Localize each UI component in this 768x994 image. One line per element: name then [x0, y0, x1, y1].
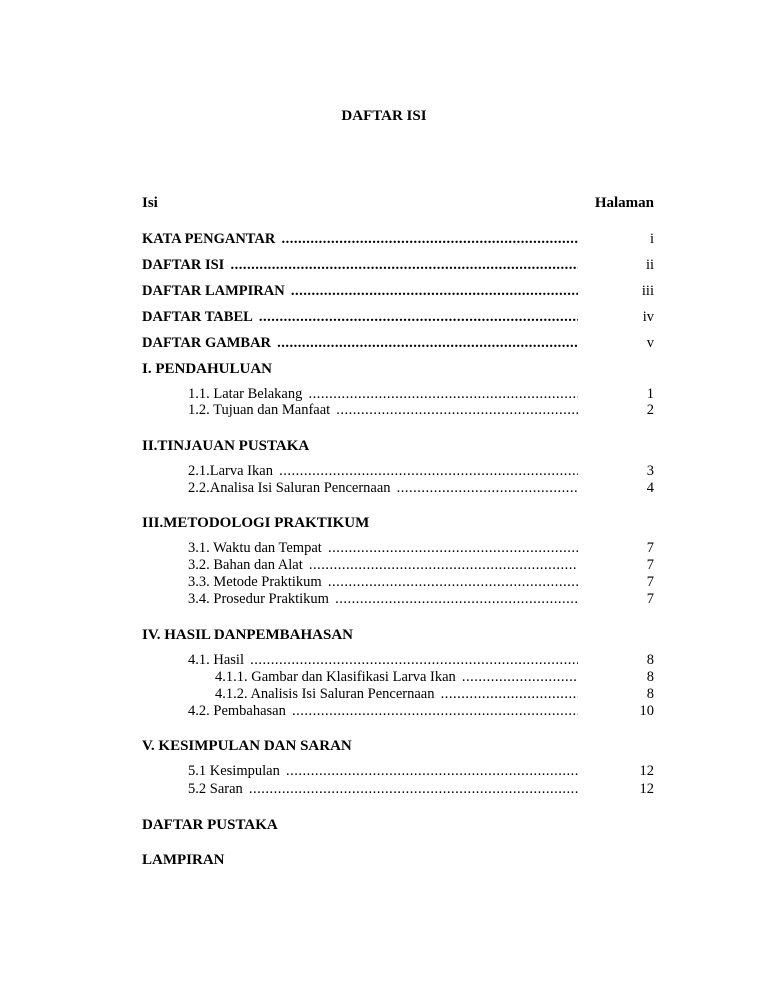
toc-entry-page: 1	[646, 386, 654, 402]
toc-entry	[188, 781, 578, 798]
column-header-page: Halaman	[594, 195, 654, 211]
toc-entry-label: DAFTAR ISI	[142, 257, 225, 273]
toc-entry-page: iv	[642, 309, 654, 325]
toc-entry-label: DAFTAR LAMPIRAN	[142, 283, 285, 299]
toc-entry-page: 7	[646, 557, 654, 573]
toc-entry-label: DAFTAR TABEL	[142, 309, 253, 325]
toc-entry-label: 3.2. Bahan dan Alat	[188, 557, 303, 573]
chapter-heading: II.TINJAUAN PUSTAKA	[142, 438, 310, 454]
toc-entry-label: 5.1 Kesimpulan	[188, 763, 280, 779]
toc-entry-page: 12	[639, 763, 654, 779]
toc-entry	[188, 574, 578, 591]
toc-entry-page: iii	[641, 283, 654, 299]
toc-entry	[188, 703, 578, 720]
toc-entry-label: 4.1.1. Gambar dan Klasifikasi Larva Ikan	[215, 669, 456, 685]
chapter-heading: III.METODOLOGI PRAKTIKUM	[142, 515, 370, 531]
toc-entry-kata-pengantar	[142, 231, 578, 248]
toc-entry	[188, 591, 578, 608]
toc-entry	[188, 557, 578, 574]
toc-entry-label: 3.1. Waktu dan Tempat	[188, 540, 322, 556]
toc-entry-page: 3	[646, 463, 654, 479]
toc-entry-label: 1.2. Tujuan dan Manfaat	[188, 402, 331, 418]
toc-entry	[188, 652, 578, 669]
toc-entry	[188, 763, 578, 780]
toc-entry-page: 7	[646, 591, 654, 607]
toc-entry-page: i	[649, 231, 654, 247]
toc-entry-page: 12	[639, 781, 654, 797]
toc-entry-label: DAFTAR GAMBAR	[142, 335, 272, 351]
toc-entry-page: 8	[646, 669, 654, 685]
toc-entry-page: v	[646, 335, 654, 351]
toc-entry-page: 8	[646, 652, 654, 668]
toc-entry-page: 7	[646, 574, 654, 590]
toc-entry-page: ii	[645, 257, 654, 273]
toc-entry-label: 4.1. Hasil	[188, 652, 244, 668]
toc-entry-daftar-tabel	[142, 309, 578, 326]
toc-entry-page: 7	[646, 540, 654, 556]
toc-entry-daftar-isi	[142, 257, 578, 274]
column-header-contents: Isi	[142, 195, 158, 211]
toc-entry-daftar-gambar	[142, 335, 578, 352]
toc-entry-page: 4	[646, 480, 654, 496]
toc-entry	[215, 686, 578, 703]
toc-entry-label: 4.2. Pembahasan	[188, 703, 286, 719]
toc-entry	[188, 463, 578, 480]
toc-entry-page: 2	[646, 402, 654, 418]
toc-entry-daftar-lampiran	[142, 283, 578, 300]
toc-entry-label: 3.3. Metode Praktikum	[188, 574, 322, 590]
page-title: DAFTAR ISI	[341, 108, 427, 124]
toc-entry	[188, 386, 578, 403]
toc-entry-daftar-pustaka: DAFTAR PUSTAKA	[142, 817, 278, 833]
toc-entry-label: 2.1.Larva Ikan	[188, 463, 273, 479]
toc-entry-lampiran: LAMPIRAN	[142, 852, 225, 868]
toc-entry	[188, 540, 578, 557]
chapter-heading: I. PENDAHULUAN	[142, 361, 273, 377]
toc-entry-label: 3.4. Prosedur Praktikum	[188, 591, 329, 607]
toc-entry-label: KATA PENGANTAR	[142, 231, 276, 247]
toc-entry	[188, 480, 578, 497]
chapter-heading: IV. HASIL DANPEMBAHASAN	[142, 627, 354, 643]
toc-entry-label: 1.1. Latar Belakang	[188, 386, 303, 402]
toc-entry	[188, 402, 578, 419]
chapter-heading: V. KESIMPULAN DAN SARAN	[142, 738, 352, 754]
toc-entry	[215, 669, 578, 686]
toc-entry-label: 5.2 Saran	[188, 781, 243, 797]
toc-entry-page: 8	[646, 686, 654, 702]
toc-entry-page: 10	[639, 703, 654, 719]
toc-entry-label: 4.1.2. Analisis Isi Saluran Pencernaan	[215, 686, 435, 702]
toc-entry-label: 2.2.Analisa Isi Saluran Pencernaan	[188, 480, 391, 496]
